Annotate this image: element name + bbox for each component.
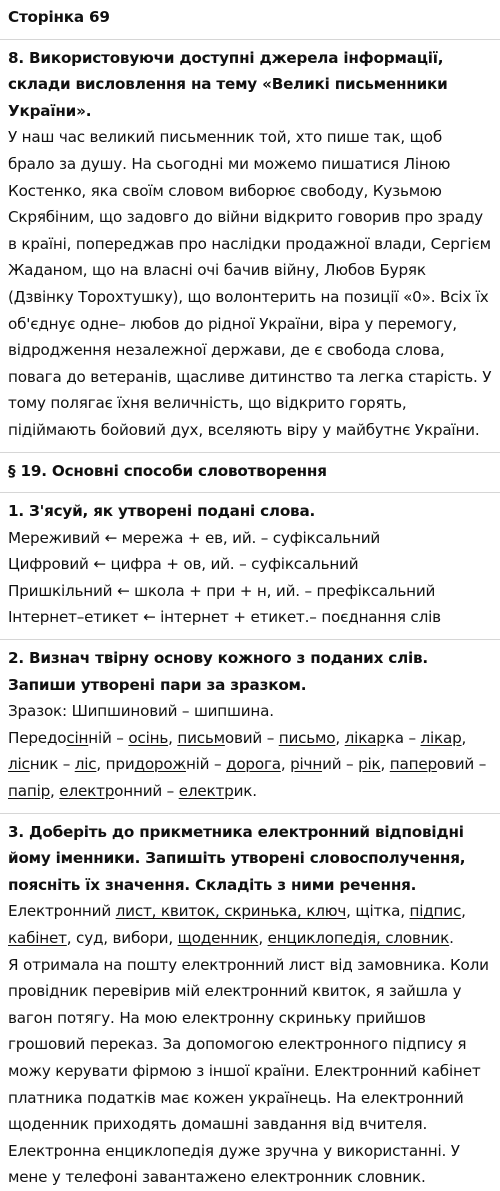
noun-group: щоденник <box>177 929 259 947</box>
task1-line: Інтернет–етикет ← інтернет + етикет.– поєднання слів <box>8 608 441 627</box>
word-base: рік <box>358 755 381 774</box>
divider <box>0 813 500 814</box>
word-stem: лікар <box>344 728 386 747</box>
word-stem: ліс <box>8 755 30 774</box>
task1-line: Пришкільний ← школа + при + н, ий. – префіксальний <box>8 581 436 600</box>
divider <box>0 639 500 640</box>
divider <box>0 492 500 493</box>
word-part: , <box>335 728 345 747</box>
word-stem: папер <box>389 755 437 774</box>
word-part: ка – <box>385 728 421 747</box>
noun-plain: , <box>461 902 466 921</box>
noun-group: енциклопедія, словник <box>267 929 450 947</box>
task1-title: 1. З'ясуй, як утворені подані слова. <box>8 502 316 521</box>
word-base: електр <box>178 782 234 801</box>
task3-nouns <box>8 898 492 951</box>
task1-line: Мереживий ← мережа + ев, ий. – суфіксальний <box>8 528 381 547</box>
noun-group: підпис <box>409 902 462 921</box>
word-part: – <box>478 755 487 774</box>
task2-sample: Зразок: Шипшиновий – шипшина. <box>8 702 274 721</box>
word-base: папір <box>8 782 51 801</box>
section19-title: § 19. Основні способи словотворення <box>8 461 327 480</box>
word-base: ліс <box>74 755 97 774</box>
noun-plain: , щітка, <box>346 902 410 921</box>
word-stem: річн <box>290 755 323 774</box>
word-part: ній – <box>88 728 129 747</box>
word-part: , <box>461 728 467 747</box>
noun-group: лист, квиток, скринька, ключ <box>115 902 347 921</box>
divider <box>0 452 500 453</box>
task3-title: 3. Доберіть до прикметника електронний відповідні йому іменники. Запишіть утворені словосполучення, поясніть їх значення. Складіть з ними речення. <box>8 822 466 894</box>
word-base: дорога <box>226 755 281 774</box>
word-part: , <box>380 755 390 774</box>
word-part: ий – <box>322 755 359 774</box>
task1-line: Цифровий ← цифра + ов, ий. – суфіксальний <box>8 555 359 574</box>
word-part: , при <box>96 755 135 774</box>
word-part: ній – <box>185 755 227 774</box>
page-label: Сторінка 69 <box>8 8 110 26</box>
noun-plain: , суд, вибори, <box>66 929 178 947</box>
word-base: осінь <box>128 728 169 747</box>
word-part: ник – <box>29 755 75 774</box>
word-base: письмо <box>278 728 336 747</box>
divider <box>0 39 500 40</box>
word-part: Передо <box>8 728 67 747</box>
task8-body: У наш час великий письменник той, хто пише так, щоб брало за душу. На сьогодні ми можемо пишатися Ліною Костенко, яка своїм словом виборює свободу, Кузьмою Скрябіним, що задовго до війни відкрито говорив про зраду в країні, попереджав про наслідки продажної влади, Сергієм Жаданом, що на власні очі бачив війну, Любов Буряк (Дзвінку Торохтушку), що волонтерить на позиції «0». Всіх їх об'єднує одне– любов до рідної України, віра у перемогу, відродження незалежної держави, де є свобода слова, повага до ветеранів, щасливе дитинство та легка старість. У тому полягає їхня величність, що відкрито горять, підіймають бойовий дух, вселяють віру у майбутнє України. <box>8 128 492 439</box>
word-stem: дорож <box>134 755 186 774</box>
word-part: , <box>50 782 60 801</box>
word-stem: електр <box>59 782 115 801</box>
word-stem: сін <box>66 728 89 747</box>
noun-plain: , <box>258 929 268 947</box>
word-part: овий <box>436 755 475 774</box>
adjective: Електронний <box>8 902 116 921</box>
task8-title: 8. Використовуючи доступні джерела інформації, склади висловлення на тему «Великі письменники України». <box>8 48 448 120</box>
task3-body: Я отримала на пошту електронний лист від замовника. Коли провідник перевірив мій електронний квиток, я зайшла у вагон потягу. На мою електронну скриньку прийшов грошовий переказ. За допомогою електронного підпису я можу керувати фірмою з іншої країни. Електронний кабінет платника податків має кожен українець. На електронний щоденник приходять домашні завдання від вчителя. Електронна енциклопедія дуже зручна у використанні. У мене у телефоні завантажено електронник словник. <box>8 955 489 1187</box>
word-part: овий – <box>224 728 279 747</box>
word-part: онний – <box>114 782 179 801</box>
word-part: , <box>280 755 291 774</box>
noun-plain: . <box>449 929 454 947</box>
task2-title: 2. Визнач твірну основу кожного з поданих слів. Запиши утворені пари за зразком. <box>8 649 428 694</box>
word-part: ик. <box>233 782 257 801</box>
word-stem: письм <box>177 728 225 747</box>
task2-answer <box>8 725 492 805</box>
noun-group: кабінет <box>8 929 67 947</box>
word-base: лікар <box>420 728 462 747</box>
word-part: , <box>168 728 178 747</box>
